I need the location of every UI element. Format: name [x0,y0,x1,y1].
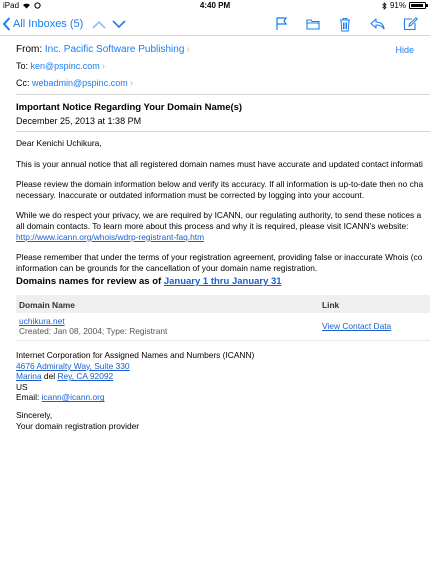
review-title-prefix: Domains names for review as of [16,276,164,287]
signoff-line-2: Your domain registration provider [16,420,140,431]
view-contact-data-link[interactable]: View Contact Data [322,321,392,331]
column-header-domain: Domain Name [19,300,75,310]
email-date: December 25, 2013 at 1:38 PM [16,116,142,126]
paragraph-3-line-1: While we do respect your privacy, we are required by ICANN, our regulating authority, to send these notices a [16,210,422,221]
back-button[interactable] [2,14,83,34]
from-row [16,44,190,55]
icann-address [16,350,254,403]
greeting: Dear Kenichi Uchikura, [16,138,102,148]
clock: 4:40 PM [199,1,231,10]
email-label: Email: [16,392,42,403]
hide-details-button[interactable]: Hide [395,45,414,55]
trash-icon [339,17,351,32]
to-label: To: [16,61,29,71]
to-row [16,61,105,72]
signoff [16,410,139,431]
signoff-line-1: Sincerely, [16,410,53,420]
review-section-title [16,276,282,287]
subject-divider [16,131,430,132]
flag-icon [276,17,287,31]
org-name: Internet Corporation for Assigned Names and Numbers (ICANN) [16,350,255,360]
chevron-down-icon [112,20,126,29]
chevron-right-icon: › [101,61,106,72]
recipient-address[interactable]: ken@pspinc.com [30,61,100,71]
trash-button[interactable] [339,14,351,34]
paragraph-2-line-2: necessary. Inaccurate or outdated information must be corrected by logging into your account. [16,189,365,200]
country: US [16,381,28,392]
flag-button[interactable] [276,14,287,34]
email-subject: Important Notice Regarding Your Domain Name(s) [16,102,243,113]
domains-table [16,295,430,341]
chevron-left-icon [2,17,11,31]
battery-level [411,4,423,7]
city-link[interactable]: Marina [16,371,42,382]
domain-name-link[interactable]: uchikura.net [19,316,65,326]
reply-icon [370,18,385,30]
device-label: iPad [3,1,20,10]
back-label: All Inboxes (5) [13,18,84,30]
city-state-link[interactable]: Rey, CA 92092 [57,371,114,382]
paragraph-2-line-1: Please review the domain information below and verify its accuracy. If all information is up-to-date then no cha [16,179,424,190]
chevron-right-icon: › [129,78,134,89]
status-right [382,1,426,10]
icann-faq-link[interactable]: http://www.icann.org/whois/wdrp-registrant-faq.htm [16,231,205,242]
from-label: From: [16,44,43,55]
column-header-link: Link [322,300,340,310]
domain-details: Created: Jan 08, 2004; Type: Registrant [19,326,168,336]
paragraph-3-line-2: all domain contacts. To learn more about this process and why it is required, please visit ICANN's website: [16,220,409,231]
paragraph-1: This is your annual notice that all registered domain names must have accurate and updated contact informati [16,158,423,169]
battery-percent: 91% [389,1,406,10]
review-date-range-link[interactable]: January 1 thru January 31 [163,276,282,287]
sender-name[interactable]: Inc. Pacific Software Publishing [44,44,185,55]
bluetooth-icon [382,2,387,10]
battery-icon [409,2,426,9]
paragraph-4-line-2: information can be grounds for the cancellation of your domain name registration. [16,262,318,273]
paragraph-4-line-1: Please remember that under the terms of your registration agreement, providing false or inaccurate Whois (co [16,252,423,263]
city-mid: del [41,371,58,382]
cc-label: Cc: [16,78,30,88]
chevron-up-icon [92,20,106,29]
compose-icon [403,17,418,31]
previous-message-button[interactable] [92,14,106,34]
email-body [16,138,430,273]
chevron-right-icon: › [186,44,190,55]
compose-button[interactable] [403,14,418,34]
next-message-button[interactable] [112,14,126,34]
status-bar [0,0,430,12]
cc-row [16,78,133,89]
icann-email-link[interactable]: icann@icann.org [41,392,105,403]
address-link[interactable]: 4676 Admiralty Way, Suite 330 [16,360,130,371]
reply-button[interactable] [370,14,385,34]
move-folder-button[interactable] [306,14,320,34]
cc-address[interactable]: webadmin@pspinc.com [32,78,128,88]
mail-toolbar [0,12,430,36]
table-header [16,295,430,313]
header-divider [16,94,430,95]
folder-icon [306,18,320,30]
